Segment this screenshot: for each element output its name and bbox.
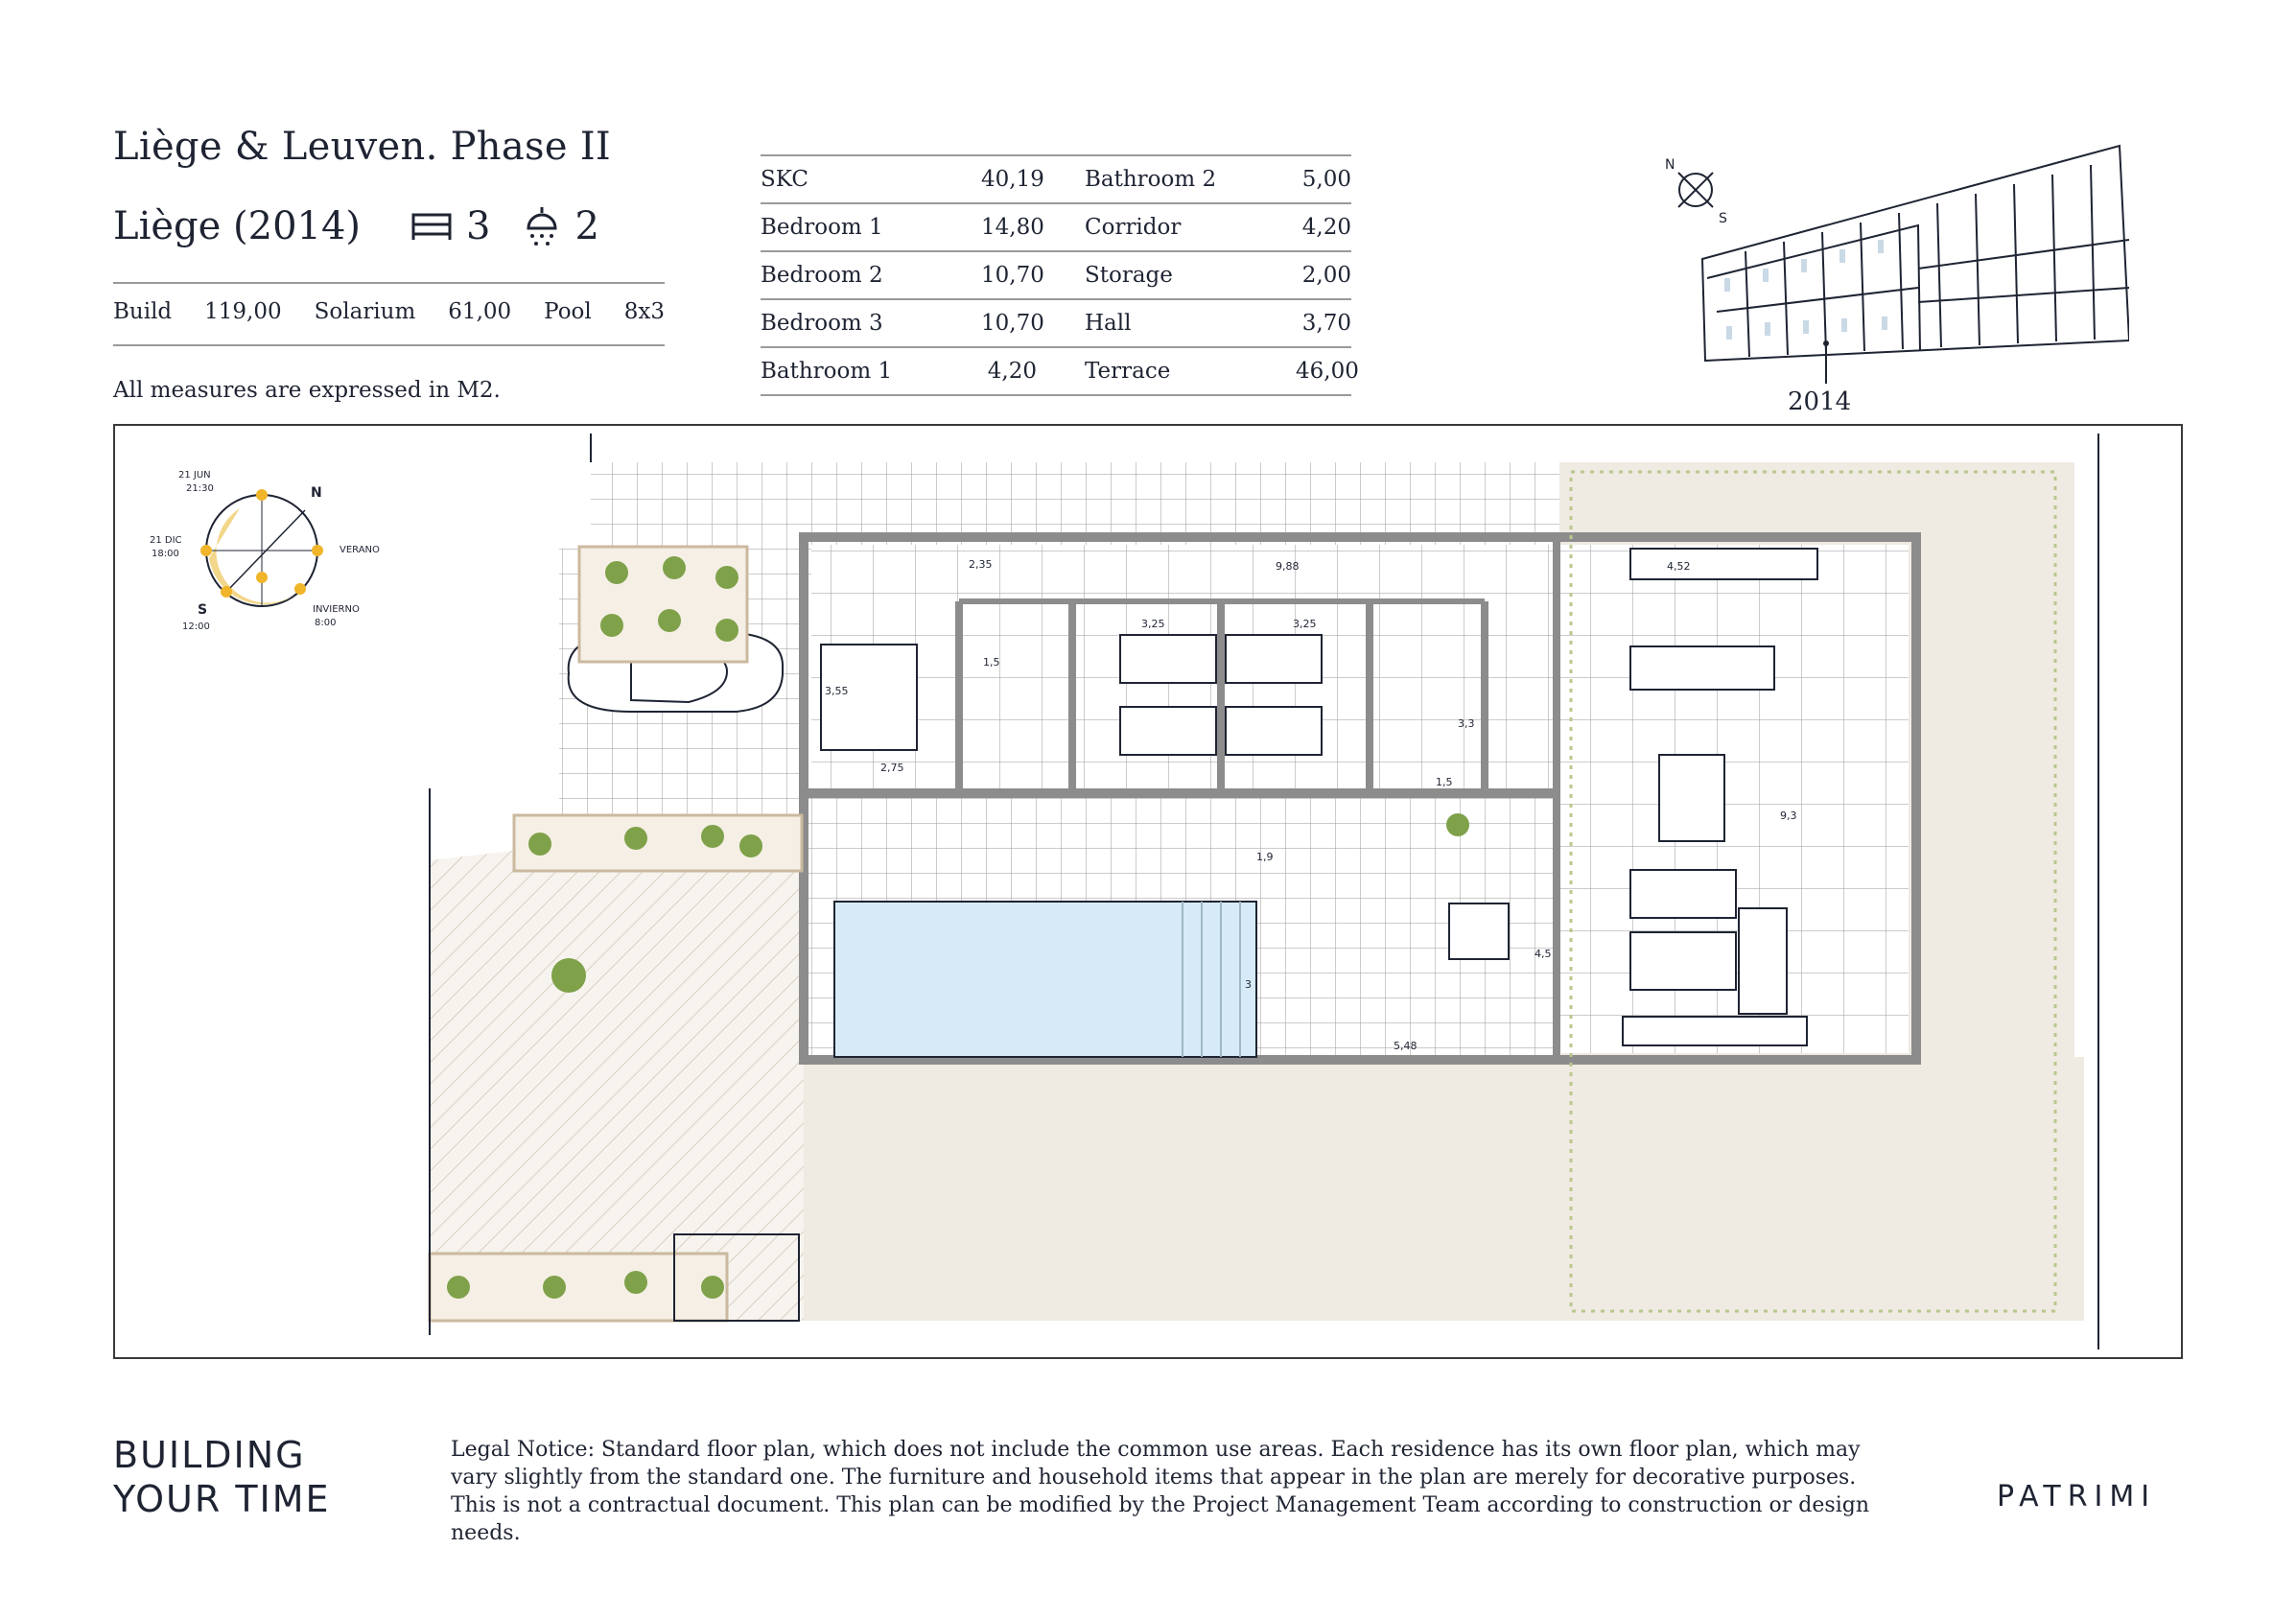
room-area: 40,19: [981, 167, 1044, 192]
dim-label: 9,3: [1780, 810, 1797, 822]
room-name: Bedroom 2: [761, 263, 883, 288]
room-name: Bedroom 3: [761, 311, 883, 336]
sun-june: 21 JUN: [178, 470, 211, 481]
table-row: [761, 252, 1351, 300]
table-row: [761, 300, 1351, 348]
room-area: 46,00: [1296, 359, 1359, 384]
room-area: 2,00: [1301, 263, 1351, 288]
sun-path-diagram: [150, 470, 380, 632]
table-row: [761, 204, 1351, 252]
sun-s: S: [198, 602, 208, 618]
dim-label: 9,88: [1276, 560, 1300, 573]
room-area: 3,70: [1301, 311, 1351, 336]
pool: [834, 902, 1256, 1057]
unit-code: 2014: [1788, 387, 1852, 416]
bed-icon: [410, 211, 453, 242]
dim-label: 4,52: [1667, 560, 1691, 573]
dim-label: 3,3: [1458, 717, 1475, 730]
sun-june-time: 21:30: [186, 483, 214, 494]
compass-icon: [1665, 157, 1727, 226]
bathroom-count: 2: [574, 204, 599, 248]
dim-label: 3,25: [1293, 618, 1317, 630]
sun-invierno: INVIERNO: [313, 604, 360, 615]
dim-label: 1,5: [1436, 776, 1453, 788]
gravel-area: [430, 817, 804, 1321]
dim-label: 2,35: [969, 558, 993, 571]
room-name: Terrace: [1085, 359, 1171, 384]
room-area: 10,70: [981, 263, 1044, 288]
areas-table: [761, 154, 1359, 396]
build-label: Build: [113, 299, 173, 324]
dim-label: 1,5: [983, 656, 1000, 669]
sun-verano: VERANO: [340, 545, 380, 555]
room-area: 4,20: [987, 359, 1037, 384]
site-plan: [1630, 134, 2129, 384]
tagline-line: BUILDING: [113, 1434, 306, 1476]
legal-notice: Legal Notice: Standard floor plan, which does not include the common use areas. Each residence has its own floor plan, which may vary slightly from the standard one. The furniture and household items that appear in the plan are merely for decorative purposes. This is not a contractual document. This plan can be modified by the Project Management Team according to construction or design needs.: [451, 1438, 1869, 1545]
floor-plan: [113, 424, 2183, 1359]
model-name: Liège (2014): [113, 204, 362, 248]
dim-label: 3,25: [1141, 618, 1165, 630]
room-area: 14,80: [981, 215, 1044, 240]
compass-n: N: [1665, 157, 1675, 173]
brand-logo: PATRIMI: [1997, 1480, 2157, 1513]
measure-note: All measures are expressed in M2.: [113, 378, 501, 403]
room-name: Corridor: [1085, 215, 1182, 240]
room-name: Storage: [1085, 263, 1173, 288]
dim-label: 5,48: [1394, 1040, 1417, 1052]
compass-s: S: [1719, 211, 1727, 226]
divider: [113, 282, 665, 284]
solarium-value: 61,00: [448, 299, 512, 324]
model-heading: [113, 204, 632, 248]
bedroom-count: 3: [466, 204, 491, 248]
dim-label: 1,9: [1256, 851, 1274, 863]
room-area: 10,70: [981, 311, 1044, 336]
project-title: Liège & Leuven. Phase II: [113, 125, 612, 169]
table-row: [761, 154, 1351, 204]
sun-invierno-time: 8:00: [315, 618, 337, 628]
divider: [113, 344, 665, 346]
sun-noon: 12:00: [182, 622, 210, 632]
tagline-line: YOUR TIME: [113, 1478, 331, 1520]
room-name: Hall: [1085, 311, 1132, 336]
pool-value: 8x3: [623, 299, 665, 324]
room-name: SKC: [761, 167, 808, 192]
garden-lawn: [804, 1057, 2084, 1321]
pool-label: Pool: [544, 299, 592, 324]
build-value: 119,00: [204, 299, 282, 324]
room-name: Bedroom 1: [761, 215, 883, 240]
room-area: 5,00: [1301, 167, 1351, 192]
dim-label: 3: [1245, 978, 1252, 991]
sun-dec: 21 DIC: [150, 535, 182, 546]
solarium-label: Solarium: [314, 299, 416, 324]
dim-label: 3,55: [825, 685, 849, 697]
room-area: 4,20: [1301, 215, 1351, 240]
dim-label: 2,75: [880, 762, 904, 774]
dim-label: 4,5: [1535, 948, 1552, 960]
table-row: [761, 348, 1359, 396]
shower-icon: [523, 205, 561, 247]
summary-row: [113, 299, 665, 324]
tagline: [113, 1433, 331, 1521]
room-name: Bathroom 1: [761, 359, 893, 384]
sun-dec-time: 18:00: [152, 549, 179, 559]
sun-n: N: [311, 485, 322, 501]
room-name: Bathroom 2: [1085, 167, 1217, 192]
